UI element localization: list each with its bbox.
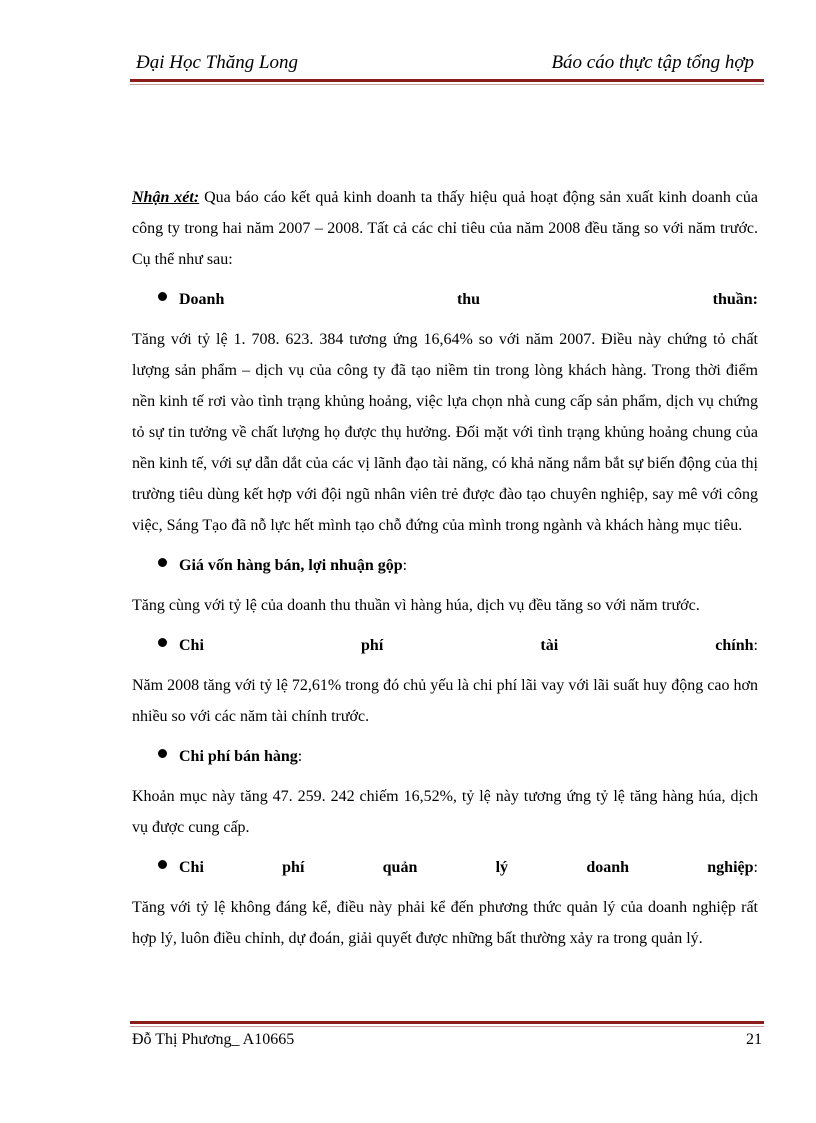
section-heading bbox=[132, 550, 758, 581]
heading-word: Chi bbox=[179, 859, 204, 876]
footer-rule-thin bbox=[130, 1026, 764, 1027]
heading-word: phí bbox=[282, 859, 305, 876]
footer-rule-thick bbox=[130, 1021, 764, 1024]
bullet-dot-icon bbox=[158, 749, 167, 758]
heading-word: quản bbox=[382, 859, 418, 876]
header-university: Đại Học Thăng Long bbox=[136, 52, 299, 73]
heading-word: Doanh bbox=[179, 291, 225, 308]
footer-author: Đỗ Thị Phương_ A10665 bbox=[132, 1031, 295, 1048]
bullet-dot-icon bbox=[158, 860, 167, 869]
heading-tail: : bbox=[753, 859, 758, 876]
bullet-dot-icon bbox=[158, 558, 167, 567]
bullet-dot-icon bbox=[158, 292, 167, 301]
section-paragraph: Tăng cùng với tỷ lệ của doanh thu thuần vì hàng húa, dịch vụ đều tăng so với năm trước. bbox=[132, 597, 700, 614]
intro-paragraph bbox=[132, 182, 758, 275]
heading-word: chính bbox=[715, 637, 754, 654]
section-heading bbox=[132, 741, 758, 772]
header-rule-thick bbox=[130, 79, 764, 82]
heading-word: tài bbox=[540, 637, 559, 654]
page-header bbox=[130, 52, 762, 78]
heading-tail: : bbox=[753, 637, 758, 654]
heading-word: doanh bbox=[586, 859, 630, 876]
bullet-dot-icon bbox=[158, 638, 167, 647]
section-paragraph: Năm 2008 tăng với tỷ lệ 72,61% trong đó chủ yếu là chi phí lãi vay với lãi suất huy động cao hơn nhiều so với các năm tài chính trước. bbox=[132, 677, 758, 725]
heading-tail: : bbox=[402, 557, 408, 574]
section-heading bbox=[132, 284, 758, 315]
heading-word: phí bbox=[361, 637, 384, 654]
heading-word: Chi phí bán hàng bbox=[179, 748, 298, 765]
section-paragraph: Tăng với tỷ lệ không đáng kể, điều này phải kể đến phương thức quản lý của doanh nghiệp rất hợp lý, luôn điều chỉnh, dự đoán, giải quyết được những bất thường xảy ra trong quản lý. bbox=[132, 899, 758, 947]
section-heading bbox=[132, 852, 758, 883]
section-paragraph: Khoản mục này tăng 47. 259. 242 chiếm 16,52%, tỷ lệ này tương ứng tỷ lệ tăng hàng húa, dịch vụ được cung cấp. bbox=[132, 788, 758, 836]
page-number: 21 bbox=[746, 1031, 762, 1048]
heading-word: Giá vốn hàng bán, lợi nhuận gộp bbox=[179, 557, 403, 574]
header-rule-thin bbox=[130, 84, 764, 85]
intro-label: Nhận xét: bbox=[132, 189, 200, 206]
heading-word: thu bbox=[456, 291, 481, 308]
section-list bbox=[132, 284, 758, 963]
heading-word: nghiệp bbox=[707, 859, 754, 876]
intro-text: Qua báo cáo kết quả kinh doanh ta thấy hiệu quả hoạt động sản xuất kinh doanh của công ty trong hai năm 2007 – 2008. Tất cả các chỉ tiêu của năm 2008 đều tăng so với năm trước. Cụ thể như sau: bbox=[132, 189, 758, 268]
section-paragraph: Tăng với tỷ lệ 1. 708. 623. 384 tương ứng 16,64% so với năm 2007. Điều này chứng tỏ chất lượng sản phẩm – dịch vụ của công ty đã tạo niềm tin trong lòng khách hàng. Trong thời điểm nền kinh tế rơi vào tình trạng khủng hoảng, việc lựa chọn nhà cung cấp sản phẩm, dịch vụ chứng tỏ sự tin tưởng về chất lượng họ được thụ hưởng. Đối mặt với tình trạng khủng hoảng chung của nền kinh tế, với sự dẫn dắt của các vị lãnh đạo tài năng, có khả năng nắm bắt sự biến động của thị trường tiêu dùng kết hợp với đội ngũ nhân viên trẻ được đào tạo chuyên nghiệp, say mê với công việc, Sáng Tạo đã nỗ lực hết mình tạo chỗ đứng của mình trong ngành và khách hàng mục tiêu. bbox=[132, 331, 758, 534]
heading-word: lý bbox=[495, 859, 509, 876]
section-heading bbox=[132, 630, 758, 661]
heading-tail: : bbox=[297, 748, 303, 765]
header-report-title: Báo cáo thực tập tổng hợp bbox=[551, 52, 754, 73]
document-body bbox=[132, 182, 758, 963]
heading-word: thuần: bbox=[712, 291, 758, 308]
heading-word: Chi bbox=[179, 637, 204, 654]
